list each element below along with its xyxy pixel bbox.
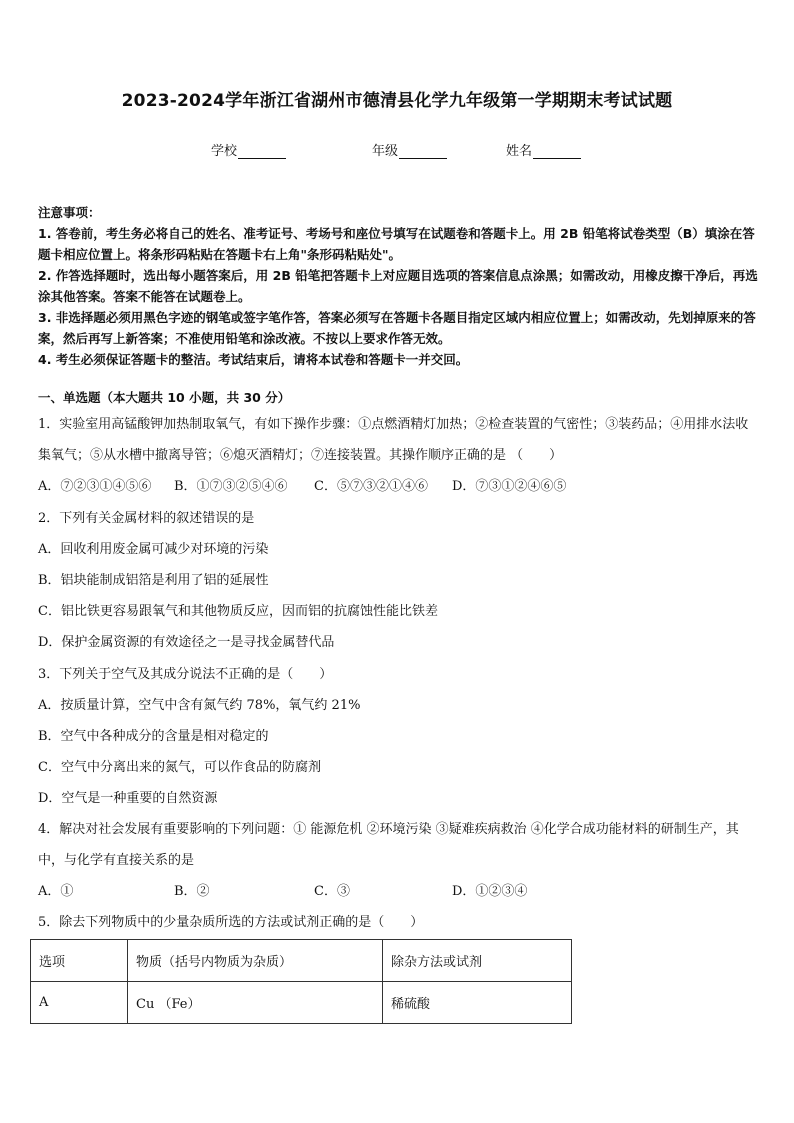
question-2-option-c: C．铝比铁更容易跟氧气和其他物质反应，因而铝的抗腐蚀性能比铁差 bbox=[38, 604, 438, 619]
question-4-option-b: B．② bbox=[174, 884, 210, 899]
question-1-stem: 1．实验室用高锰酸钾加热制取氧气，有如下操作步骤：①点燃酒精灯加热；②检查装置的气密性；③装药品；④用排水法收集氧气；⑤从水槽中撤离导管；⑥熄灭酒精灯；⑦连接装置。其操作顺序正确的是 （ ） bbox=[38, 417, 749, 463]
note-item: 2. 作答选择题时，选出每小题答案后，用 2B 铅笔把答题卡上对应题目选项的答案信息点涂黑；如需改动，用橡皮擦干净后，再选涂其他答案。答案不能答在试题卷上。 bbox=[38, 268, 758, 304]
question-4-option-c: C．③ bbox=[314, 884, 350, 899]
name-label: 姓名 bbox=[506, 144, 533, 159]
question-3-stem: 3．下列关于空气及其成分说法不正确的是（ ） bbox=[38, 667, 333, 682]
question-4-options bbox=[38, 876, 760, 907]
question-4-option-d: D．①②③④ bbox=[452, 884, 528, 899]
table-header-cell: 除杂方法或试剂 bbox=[383, 940, 572, 982]
grade-label: 年级 bbox=[372, 144, 399, 159]
grade-blank bbox=[399, 144, 447, 159]
notes-heading: 注意事项： bbox=[38, 205, 101, 220]
school-blank bbox=[238, 144, 286, 159]
question-2-option-d: D．保护金属资源的有效途径之一是寻找金属替代品 bbox=[38, 635, 335, 650]
school-field bbox=[211, 140, 286, 159]
question-1-option-a: A．⑦②③①④⑤⑥ bbox=[38, 479, 152, 494]
question-2-option-a: A．回收利用废金属可减少对环境的污染 bbox=[38, 542, 269, 557]
student-info-fields bbox=[0, 140, 794, 160]
table-header-row bbox=[31, 940, 572, 982]
note-item: 1. 答卷前，考生务必将自己的姓名、准考证号、考场号和座位号填写在试题卷和答题卡上。用 2B 铅笔将试卷类型（B）填涂在答题卡相应位置上。将条形码粘贴在答题卡右上角"条形码粘贴处"。 bbox=[38, 226, 755, 262]
exam-title: 2023-2024学年浙江省湖州市德清县化学九年级第一学期期末考试试题 bbox=[121, 91, 673, 111]
question-3-option-b: B．空气中各种成分的含量是相对稳定的 bbox=[38, 729, 269, 744]
table-header-cell: 选项 bbox=[31, 940, 128, 982]
table-cell: A bbox=[31, 982, 128, 1024]
question-4-stem: 4．解决对社会发展有重要影响的下列问题：① 能源危机 ②环境污染 ③疑难疾病救治 ④化学合成功能材料的研制生产，其中，与化学有直接关系的是 bbox=[38, 822, 739, 868]
section-heading: 一、单选题（本大题共 10 小题，共 30 分） bbox=[38, 390, 291, 405]
question-5-table bbox=[30, 939, 572, 1024]
name-blank bbox=[533, 144, 581, 159]
question-2-stem: 2．下列有关金属材料的叙述错误的是 bbox=[38, 511, 255, 526]
table-row bbox=[31, 982, 572, 1024]
question-3 bbox=[38, 659, 760, 814]
question-1-option-b: B．①⑦③②⑤④⑥ bbox=[174, 479, 288, 494]
exam-notes bbox=[38, 202, 760, 370]
question-5 bbox=[38, 907, 760, 938]
grade-field bbox=[372, 140, 447, 159]
question-3-option-d: D．空气是一种重要的自然资源 bbox=[38, 791, 218, 806]
note-item: 4. 考生必须保证答题卡的整洁。考试结束后，请将本试卷和答题卡一并交回。 bbox=[38, 352, 469, 367]
table-header-cell: 物质（括号内物质为杂质） bbox=[128, 940, 383, 982]
name-field bbox=[506, 140, 581, 159]
question-3-option-a: A．按质量计算，空气中含有氮气约 78%，氧气约 21% bbox=[38, 698, 361, 713]
question-1 bbox=[38, 409, 760, 502]
note-item: 3. 非选择题必须用黑色字迹的钢笔或签字笔作答，答案必须写在答题卡各题目指定区域内相应位置上；如需改动，先划掉原来的答案，然后再写上新答案；不准使用铅笔和涂改液。不按以上要求作答无效。 bbox=[38, 310, 756, 346]
question-2 bbox=[38, 503, 760, 658]
school-label: 学校 bbox=[211, 144, 238, 159]
question-3-option-c: C．空气中分离出来的氮气，可以作食品的防腐剂 bbox=[38, 760, 321, 775]
table-cell: Cu （Fe） bbox=[128, 982, 383, 1024]
question-2-option-b: B．铝块能制成铝箔是利用了铝的延展性 bbox=[38, 573, 269, 588]
question-1-option-d: D．⑦③①②④⑥⑤ bbox=[452, 479, 567, 494]
question-4-option-a: A．① bbox=[38, 884, 74, 899]
question-1-options bbox=[38, 471, 760, 502]
question-4 bbox=[38, 814, 760, 907]
question-5-stem: 5．除去下列物质中的少量杂质所选的方法或试剂正确的是（ ） bbox=[38, 915, 424, 930]
table-cell: 稀硫酸 bbox=[383, 982, 572, 1024]
question-1-option-c: C．⑤⑦③②①④⑥ bbox=[314, 479, 428, 494]
